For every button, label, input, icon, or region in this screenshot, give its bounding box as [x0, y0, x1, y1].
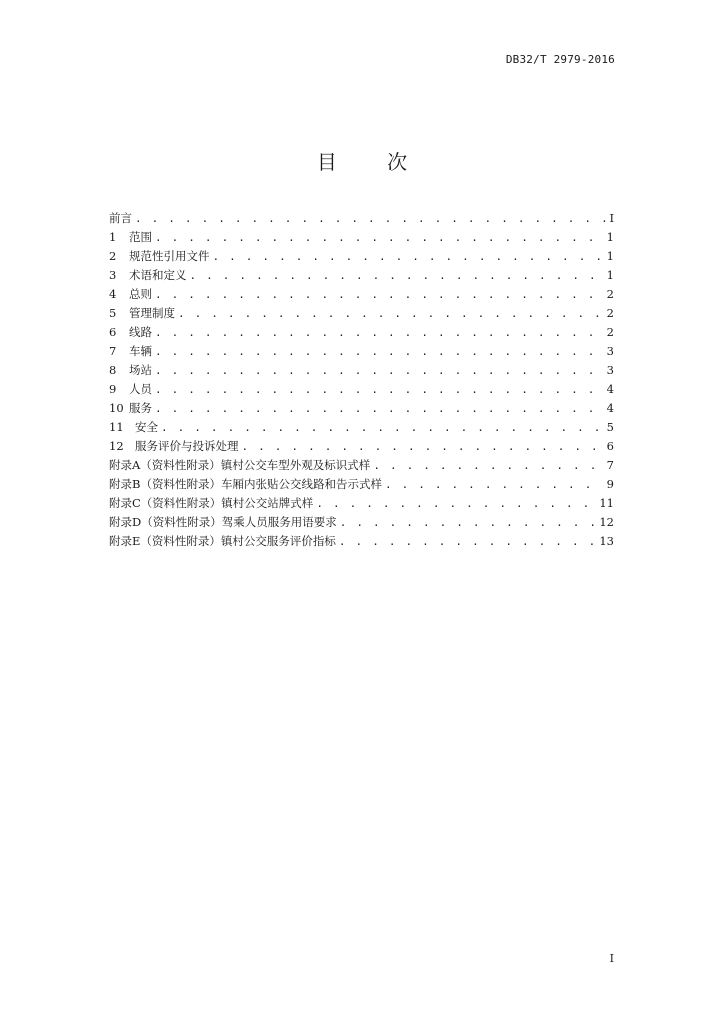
toc-entry-5[interactable]	[109, 305, 614, 324]
toc-leader-dots	[213, 250, 604, 263]
toc-leader-dots	[385, 478, 604, 491]
toc-entry-title: 安全	[135, 420, 158, 434]
toc-entry-page: 4	[606, 401, 614, 415]
toc-entry-number: 12	[109, 439, 124, 453]
toc-entry-number: 3	[109, 268, 117, 282]
toc-entry-number: 1	[109, 230, 117, 244]
toc-entry-appendix-e[interactable]	[109, 533, 614, 552]
toc-leader-dots	[155, 326, 604, 339]
toc-entry-number: 9	[109, 382, 117, 396]
toc-entry-title: 附录D（资料性附录）驾乘人员服务用语要求	[109, 515, 337, 529]
toc-leader-dots	[373, 459, 603, 472]
document-code: DB32/T 2979-2016	[505, 53, 615, 66]
toc-leader-dots	[316, 497, 596, 510]
toc-leader-dots	[340, 516, 597, 529]
toc-entry-number: 5	[109, 306, 117, 320]
toc-entry-title: 车辆	[129, 344, 152, 358]
toc-leader-dots	[190, 269, 604, 282]
page-number: I	[609, 952, 614, 965]
toc-entry-title: 附录E（资料性附录）镇村公交服务评价指标	[109, 534, 336, 548]
toc-entry-appendix-c[interactable]	[109, 495, 614, 514]
toc-entry-appendix-b[interactable]	[109, 476, 614, 495]
toc-entry-title: 附录B（资料性附录）车厢内张贴公交线路和告示式样	[109, 477, 382, 491]
toc-entry-title: 人员	[129, 382, 152, 396]
toc-entry-number: 2	[109, 249, 117, 263]
toc-leader-dots	[155, 364, 604, 377]
toc-entry-6[interactable]	[109, 324, 614, 343]
toc-entry-2[interactable]	[109, 248, 614, 267]
toc-leader-dots	[155, 383, 604, 396]
toc-entry-page: 2	[606, 306, 614, 320]
toc-entry-10[interactable]	[109, 400, 614, 419]
toc-entry-preface[interactable]	[109, 210, 614, 229]
toc-entry-title: 线路	[129, 325, 152, 339]
toc-entry-title: 术语和定义	[129, 268, 187, 282]
toc-entry-7[interactable]	[109, 343, 614, 362]
table-of-contents	[109, 210, 614, 552]
toc-entry-title: 附录C（资料性附录）镇村公交站牌式样	[109, 496, 314, 510]
toc-entry-page: 3	[606, 344, 614, 358]
toc-leader-dots	[155, 231, 604, 244]
toc-entry-1[interactable]	[109, 229, 614, 248]
toc-leader-dots	[155, 345, 604, 358]
toc-entry-9[interactable]	[109, 381, 614, 400]
toc-entry-page: 6	[606, 439, 614, 453]
toc-entry-title: 总则	[129, 287, 152, 301]
toc-entry-page: 9	[606, 477, 614, 491]
toc-entry-page: 2	[606, 287, 614, 301]
toc-entry-title: 服务评价与投诉处理	[135, 439, 239, 453]
toc-entry-title: 范围	[129, 230, 152, 244]
toc-entry-number: 10	[109, 401, 124, 415]
toc-leader-dots	[339, 535, 596, 548]
toc-entry-page: 3	[606, 363, 614, 377]
toc-entry-title: 管理制度	[129, 306, 175, 320]
toc-entry-appendix-d[interactable]	[109, 514, 614, 533]
toc-entry-title: 附录A（资料性附录）镇村公交车型外观及标识式样	[109, 458, 371, 472]
toc-entry-number: 8	[109, 363, 117, 377]
toc-entry-page: 12	[599, 515, 614, 529]
toc-leader-dots	[135, 212, 606, 225]
toc-leader-dots	[161, 421, 604, 434]
toc-entry-appendix-a[interactable]	[109, 457, 614, 476]
toc-leader-dots	[178, 307, 604, 320]
toc-entry-page: 7	[606, 458, 614, 472]
toc-entry-page: 4	[606, 382, 614, 396]
toc-entry-number: 6	[109, 325, 117, 339]
toc-entry-page: 1	[606, 249, 614, 263]
toc-entry-number: 7	[109, 344, 117, 358]
toc-entry-page: 2	[606, 325, 614, 339]
toc-entry-3[interactable]	[109, 267, 614, 286]
toc-entry-12[interactable]	[109, 438, 614, 457]
toc-leader-dots	[242, 440, 604, 453]
toc-entry-title: 规范性引用文件	[129, 249, 210, 263]
toc-entry-page: 1	[606, 230, 614, 244]
toc-leader-dots	[155, 402, 604, 415]
toc-entry-8[interactable]	[109, 362, 614, 381]
toc-entry-title: 服务	[129, 401, 152, 415]
toc-entry-page: 5	[606, 420, 614, 434]
toc-entry-page: 1	[606, 268, 614, 282]
toc-entry-page: I	[609, 211, 614, 225]
toc-entry-11[interactable]	[109, 419, 614, 438]
toc-leader-dots	[155, 288, 604, 301]
toc-entry-title: 场站	[129, 363, 152, 377]
toc-entry-number: 4	[109, 287, 117, 301]
page-title: 目 次	[316, 150, 430, 174]
toc-entry-4[interactable]	[109, 286, 614, 305]
toc-entry-page: 11	[599, 496, 614, 510]
toc-entry-page: 13	[599, 534, 614, 548]
toc-entry-number: 11	[109, 420, 124, 434]
toc-entry-title: 前言	[109, 211, 132, 225]
